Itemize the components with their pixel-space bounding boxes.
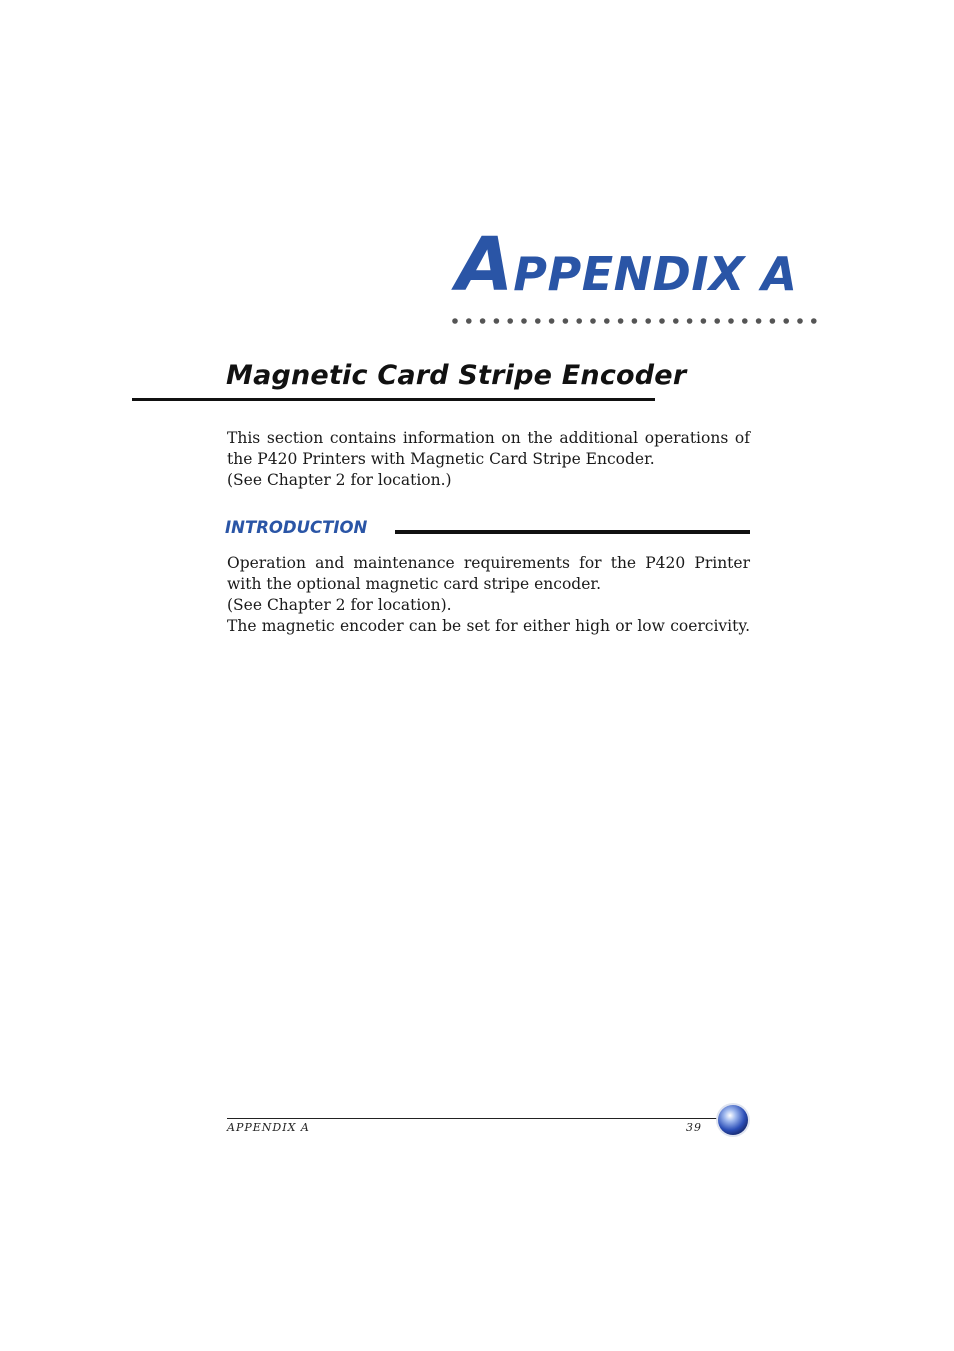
divider-dot [549, 318, 555, 324]
footer-rule [227, 1118, 717, 1119]
section-title-underline [132, 398, 655, 401]
intro-line: This section contains information on the additional operations of [227, 429, 750, 447]
footer-label: APPENDIX A [227, 1121, 310, 1134]
divider-dot [452, 318, 458, 324]
divider-dot [632, 318, 638, 324]
intro-paragraph [227, 428, 750, 491]
divider-dot [797, 318, 803, 324]
divider-dot [590, 318, 596, 324]
divider-dot [494, 318, 500, 324]
chapter-title [456, 222, 798, 308]
introduction-heading: INTRODUCTION [225, 518, 368, 537]
introduction-heading-rule [395, 530, 750, 534]
divider-dot [783, 318, 789, 324]
divider-dot [687, 318, 693, 324]
divider-dot [811, 318, 817, 324]
divider-dot [770, 318, 776, 324]
intro-line: the P420 Printers with Magnetic Card Stripe Encoder. [227, 450, 655, 468]
divider-dot [466, 318, 472, 324]
intro-line: (See Chapter 2 for location.) [227, 471, 452, 489]
divider-dot [714, 318, 720, 324]
divider-dot [673, 318, 679, 324]
blue-orb-icon [715, 1102, 751, 1138]
divider-dot [701, 318, 707, 324]
divider-dot [728, 318, 734, 324]
page-number: 39 [686, 1121, 702, 1134]
divider-dot [535, 318, 541, 324]
divider-dot [521, 318, 527, 324]
divider-dot [645, 318, 651, 324]
divider-dot [618, 318, 624, 324]
chapter-title-initial: A [456, 222, 514, 308]
divider-dot [659, 318, 665, 324]
divider-dot [604, 318, 610, 324]
section-title: Magnetic Card Stripe Encoder [226, 360, 687, 391]
introduction-line: with the optional magnetic card stripe encoder. [227, 575, 602, 593]
introduction-line: The magnetic encoder can be set for either high or low coercivity. [227, 617, 750, 635]
divider-dot [756, 318, 762, 324]
divider-dot [480, 318, 486, 324]
introduction-paragraph [227, 553, 750, 637]
divider-dot [563, 318, 569, 324]
introduction-line: (See Chapter 2 for location). [227, 596, 452, 614]
introduction-line: Operation and maintenance requirements for the P420 Printer [227, 554, 750, 572]
divider-dot [507, 318, 513, 324]
chapter-title-rest: PPENDIX A [513, 247, 798, 301]
divider-dot [576, 318, 582, 324]
divider-dot [742, 318, 748, 324]
dotted-divider [451, 317, 823, 325]
